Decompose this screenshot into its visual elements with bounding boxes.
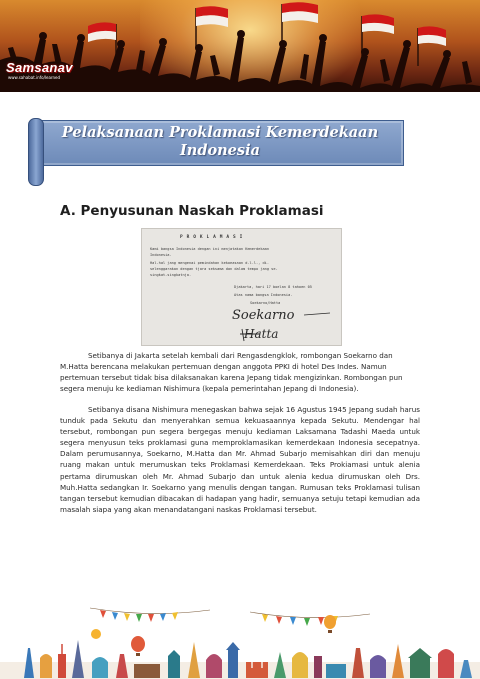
proclamation-document-image bbox=[141, 228, 342, 346]
site-logo[interactable] bbox=[6, 60, 106, 80]
document-on-behalf: Atas nama bangsa Indonesia. bbox=[234, 293, 293, 297]
flag-icon bbox=[196, 6, 228, 48]
document-signatories: Soekarno/Hatta bbox=[250, 301, 281, 305]
title-line-1: Pelaksanaan Proklamasi Kemerdekaan bbox=[61, 124, 379, 141]
document-place-date: Djakarta, hari 17 boelan 8 tahoen 05 bbox=[234, 285, 312, 289]
document-title: P R O K L A M A S I bbox=[180, 235, 243, 240]
flag-icon bbox=[282, 2, 318, 46]
paragraph-1 bbox=[60, 350, 420, 394]
document-line: selenggarakan dengan tjara seksama dan dalam tempo jang se- bbox=[150, 267, 278, 271]
document-line: Indonesia. bbox=[150, 253, 172, 257]
paragraph-2 bbox=[60, 404, 420, 515]
logo-text: Samsanav bbox=[6, 60, 73, 75]
flag-icon bbox=[418, 26, 446, 66]
document-line: Kami bangsa Indonesia dengan ini menjatakan Kemerdekaan bbox=[150, 247, 269, 251]
section-heading: A. Penyusunan Naskah Proklamasi bbox=[60, 203, 324, 219]
header-banner bbox=[0, 0, 480, 92]
scroll-roll-decoration bbox=[28, 118, 44, 186]
document-line: singkat-singkatnja. bbox=[150, 273, 192, 277]
paragraph-1-text: Setibanya di Jakarta setelah kembali dari Rengasdengklok, rombongan Soekarno dan M.Hatta berencana melakukan pertemuan dengan anggota PPKI di hotel Des Indes. Namun pertemuan tersebut tidak bisa dilaksanakan karena Jepang tidak mengizinkan. Rombongan pun segera menuju ke kediaman Nishimura (kepala pemerintahan Jepang di Indonesia). bbox=[60, 351, 403, 394]
logo-tagline: www.sahabat.info/learned bbox=[8, 75, 61, 80]
signature-soekarno: Soekarno bbox=[232, 308, 295, 323]
handwritten-signatures bbox=[230, 305, 334, 343]
flag-icon bbox=[88, 22, 116, 62]
page-title bbox=[44, 124, 396, 160]
signature-hatta: Hatta bbox=[244, 327, 279, 341]
footer-landmarks-illustration bbox=[0, 604, 480, 679]
title-line-2: Indonesia bbox=[180, 142, 260, 159]
paragraph-2-text: Setibanya disana Nishimura menegaskan bahwa sejak 16 Agustus 1945 Jepang sudah harus tunduk pada Sekutu dan menyerahkan semua kekuasaannya kepada Sekutu. Mendengar hal tersebut, rombongan pun segera bergegas menuju kediaman Laksamana Tadashi Maeda untuk segera menyusun teks proklamasi guna memproklamasikan kemerdekaan Indonesia secepatnya. Dalam perumusannya, Soekarno, M.Hatta dan Mr. Ahmad Subarjo memisahkan diri dan menuju ruang makan untuk merumuskan teks Proklamasi Kemerdekaan. Teks Prokiamasi untuk alenia pertama dirumuskan oleh Mr. Ahmad Subarjo dan untuk alenia kedua dirumuskan oleh Drs. Muh.Hatta sedangkan Ir. Soekarno yang menulis dengan tangan. Rumusan teks Proklamasi tulisan tangan tersebut kemudian dibacakan di hadapan yang hadir, semuanya setuju tetapi kemudian ada masalah siapa yang akan menandatangani naskas Proklamasi tersebut. bbox=[60, 405, 420, 514]
document-line: Hal-hal jang mengenai pemindahan kekoeasaan d.l.l., di- bbox=[150, 261, 269, 265]
landmarks-icon bbox=[0, 640, 480, 679]
sun-icon bbox=[91, 629, 101, 639]
